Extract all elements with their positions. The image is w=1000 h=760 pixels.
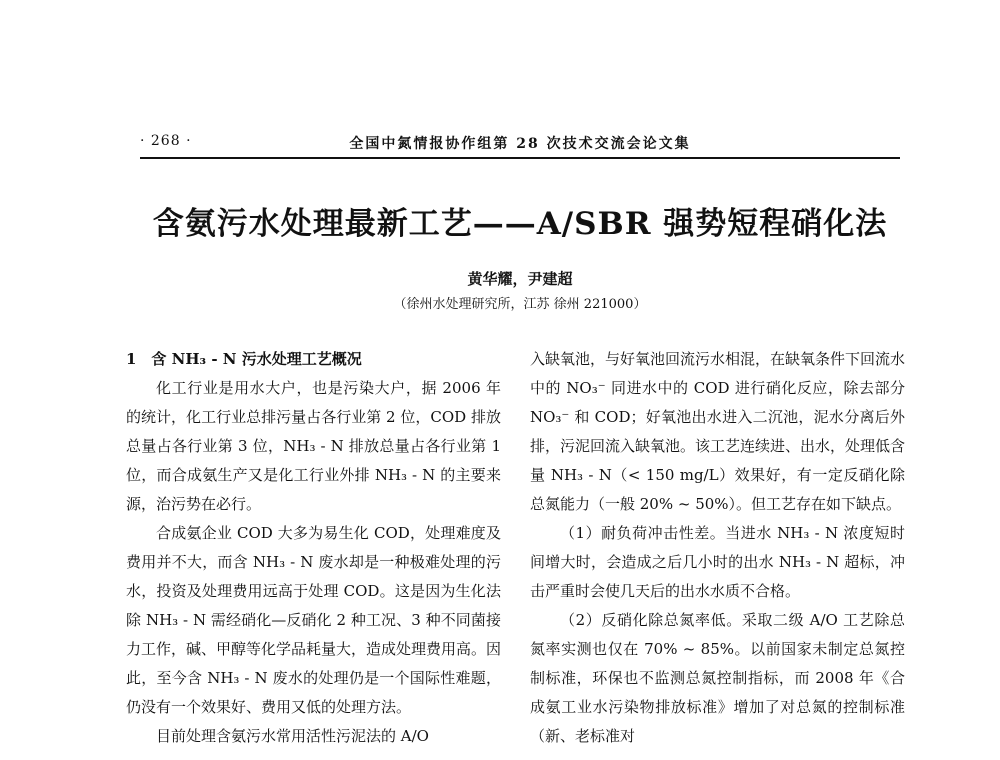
body-paragraph: 化工行业是用水大户，也是污染大户，据 2006 年的统计，化工行业总排污量占各行业第 2 位，COD 排放总量占各行业第 3 位，NH₃ - N 排放总量占各行业第 1 位，而合成氨生产又是化工行业外排 NH₃ - N 的主要来源，治污势在必行。	[126, 379, 501, 513]
body-paragraph: 合成氨企业 COD 大多为易生化 COD，处理难度及费用并不大，而含 NH₃ - N 废水却是一种极难处理的污水，投资及处理费用远高于处理 COD。这是因为生化法除 NH₃ - N 需经硝化—反硝化 2 种工况、3 种不同菌接力工作，碱、甲醇等化学品耗量大，造成处理费用高。因此，至今含 NH₃ - N 废水的处理仍是一个国际性难题，仍没有一个效果好、费用又低的处理方法。	[126, 524, 502, 716]
right-column	[530, 345, 905, 751]
body-paragraph: 入缺氧池，与好氧池回流污水相混，在缺氧条件下回流水中的 NO₃⁻ 同进水中的 COD 进行硝化反应，除去部分 NO₃⁻ 和 COD；好氧池出水进入二沉池，泥水分离后外排，污泥回流入缺氧池。该工艺连续进、出水，处理低含量 NH₃ - N（< 150 mg/L）效果好，有一定反硝化除总氮能力（一般 20% ~ 50%）。但工艺存在如下缺点。	[530, 350, 906, 513]
page-number: · 268 ·	[140, 133, 192, 149]
running-header	[140, 133, 900, 157]
body-paragraph: （2）反硝化除总氮率低。采取二级 A/O 工艺除总氮率实测也仅在 70% ~ 85%。以前国家未制定总氮控制标准，环保也不监测总氮控制指标，而 2008 年《合成氨工业水污染物排放标准》增加了对总氮的控制标准（新、老标准对	[530, 611, 905, 745]
body-paragraph: 目前处理含氨污水常用活性污泥法的 A/O	[156, 727, 429, 745]
header-rule	[140, 157, 900, 159]
section-heading: 1 含 NH₃ - N 污水处理工艺概况	[126, 350, 362, 368]
journal-title: 全国中氮情报协作组第 28 次技术交流会论文集	[349, 136, 691, 152]
affiliation: （徐州水处理研究所，江苏 徐州 221000）	[393, 297, 647, 312]
authors: 黄华耀，尹建超	[467, 270, 573, 288]
body-paragraph: （1）耐负荷冲击性差。当进水 NH₃ - N 浓度短时间增大时，会造成之后几小时的出水 NH₃ - N 超标，冲击严重时会使几天后的出水水质不合格。	[530, 524, 905, 600]
article-title: 含氨污水处理最新工艺——A/SBR 强势短程硝化法	[152, 206, 888, 242]
left-column	[126, 345, 501, 751]
